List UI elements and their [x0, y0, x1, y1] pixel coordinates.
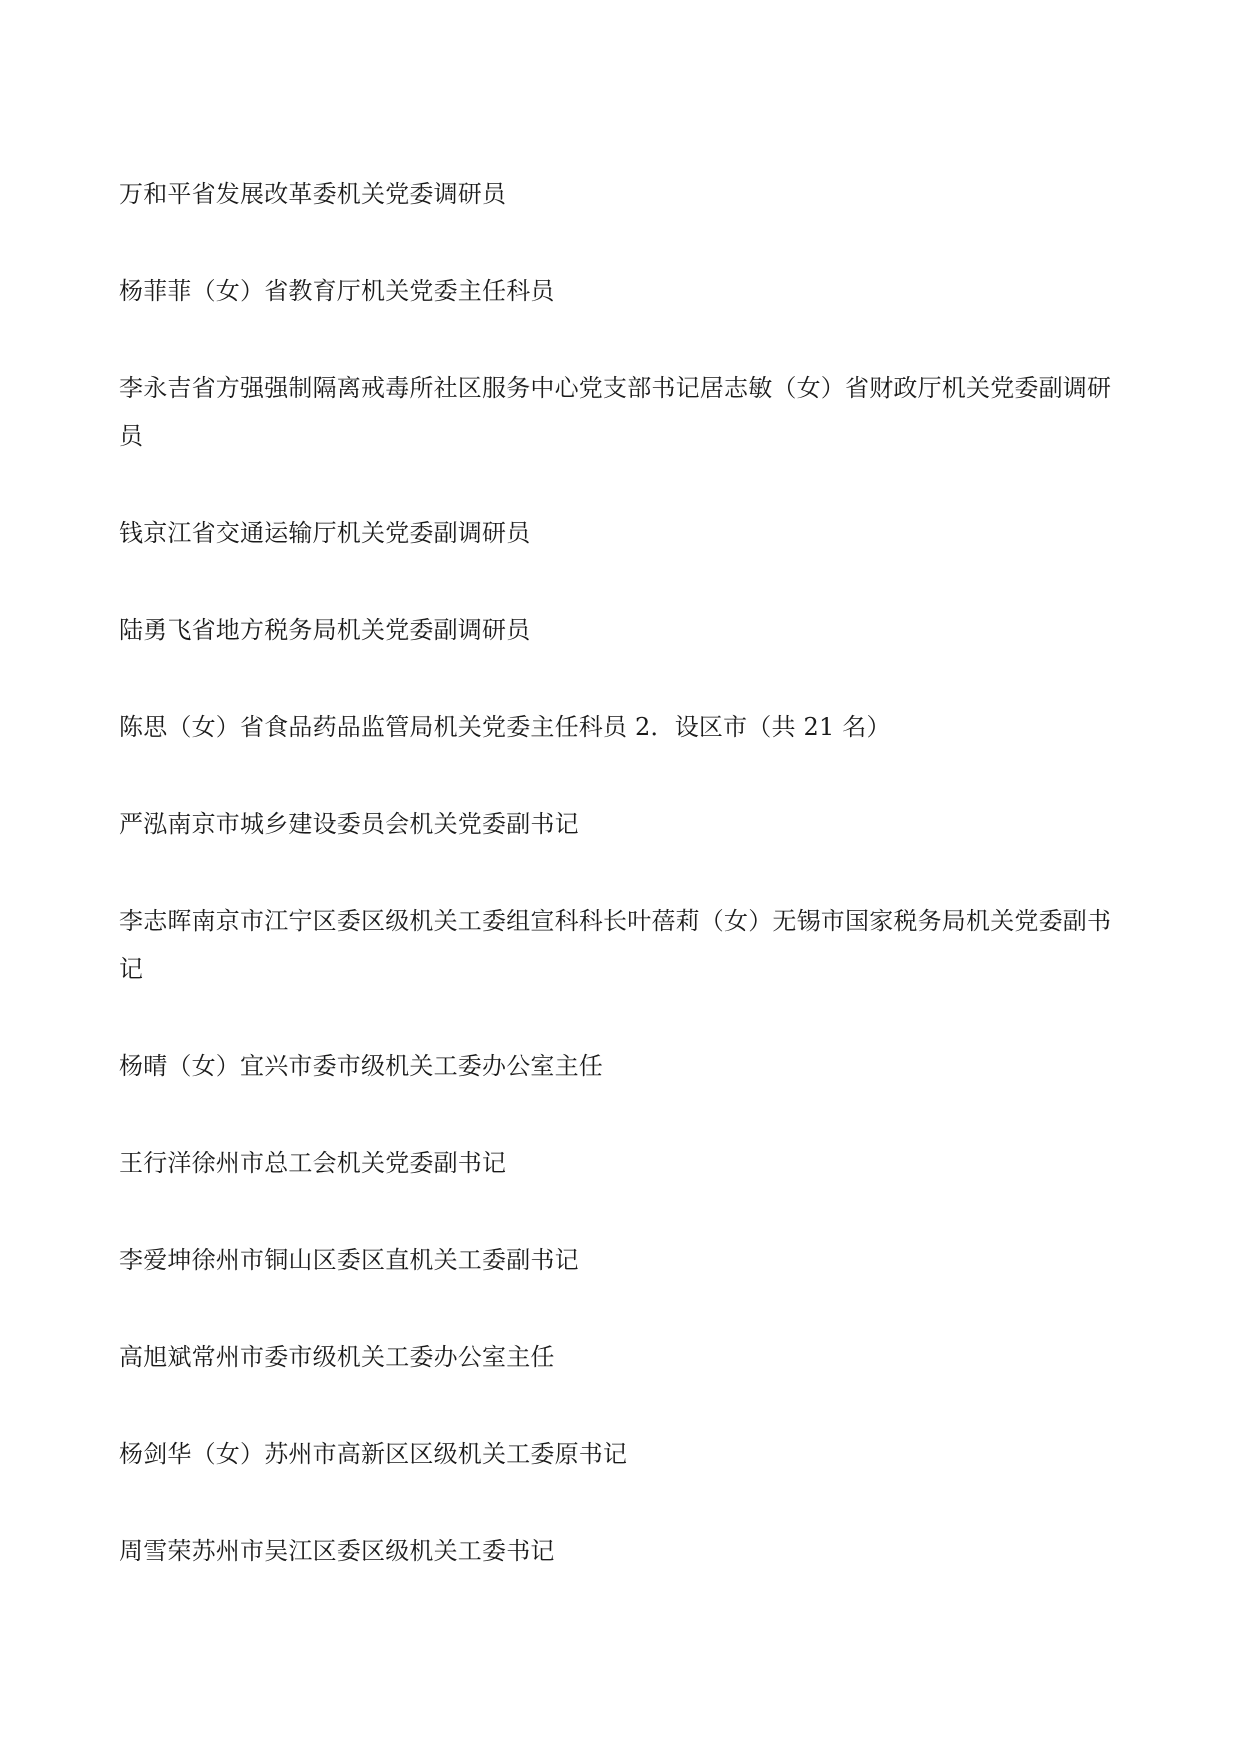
- list-item: 陈思（女）省食品药品监管局机关党委主任科员 2．设区市（共 21 名）: [119, 713, 891, 741]
- name-list: [119, 170, 1129, 1624]
- list-item: 王行洋徐州市总工会机关党委副书记: [119, 1149, 507, 1177]
- list-item: 杨晴（女）宜兴市委市级机关工委办公室主任: [119, 1052, 603, 1080]
- list-item: 李永吉省方强强制隔离戒毒所社区服务中心党支部书记居志敏（女）省财政厅机关党委副调研员: [119, 374, 1112, 450]
- list-item: 杨剑华（女）苏州市高新区区级机关工委原书记: [119, 1440, 628, 1468]
- list-item: 钱京江省交通运输厅机关党委副调研员: [119, 519, 531, 547]
- list-item: 杨菲菲（女）省教育厅机关党委主任科员: [119, 277, 555, 305]
- list-item: 严泓南京市城乡建设委员会机关党委副书记: [119, 810, 579, 838]
- list-item: 李志晖南京市江宁区委区级机关工委组宣科科长叶蓓莉（女）无锡市国家税务局机关党委副书记: [119, 907, 1112, 983]
- list-item: 李爱坤徐州市铜山区委区直机关工委副书记: [119, 1246, 579, 1274]
- list-item: 万和平省发展改革委机关党委调研员: [119, 180, 507, 208]
- list-item: 周雪荣苏州市吴江区委区级机关工委书记: [119, 1537, 555, 1565]
- list-item: 高旭斌常州市委市级机关工委办公室主任: [119, 1343, 555, 1371]
- list-item: 陆勇飞省地方税务局机关党委副调研员: [119, 616, 531, 644]
